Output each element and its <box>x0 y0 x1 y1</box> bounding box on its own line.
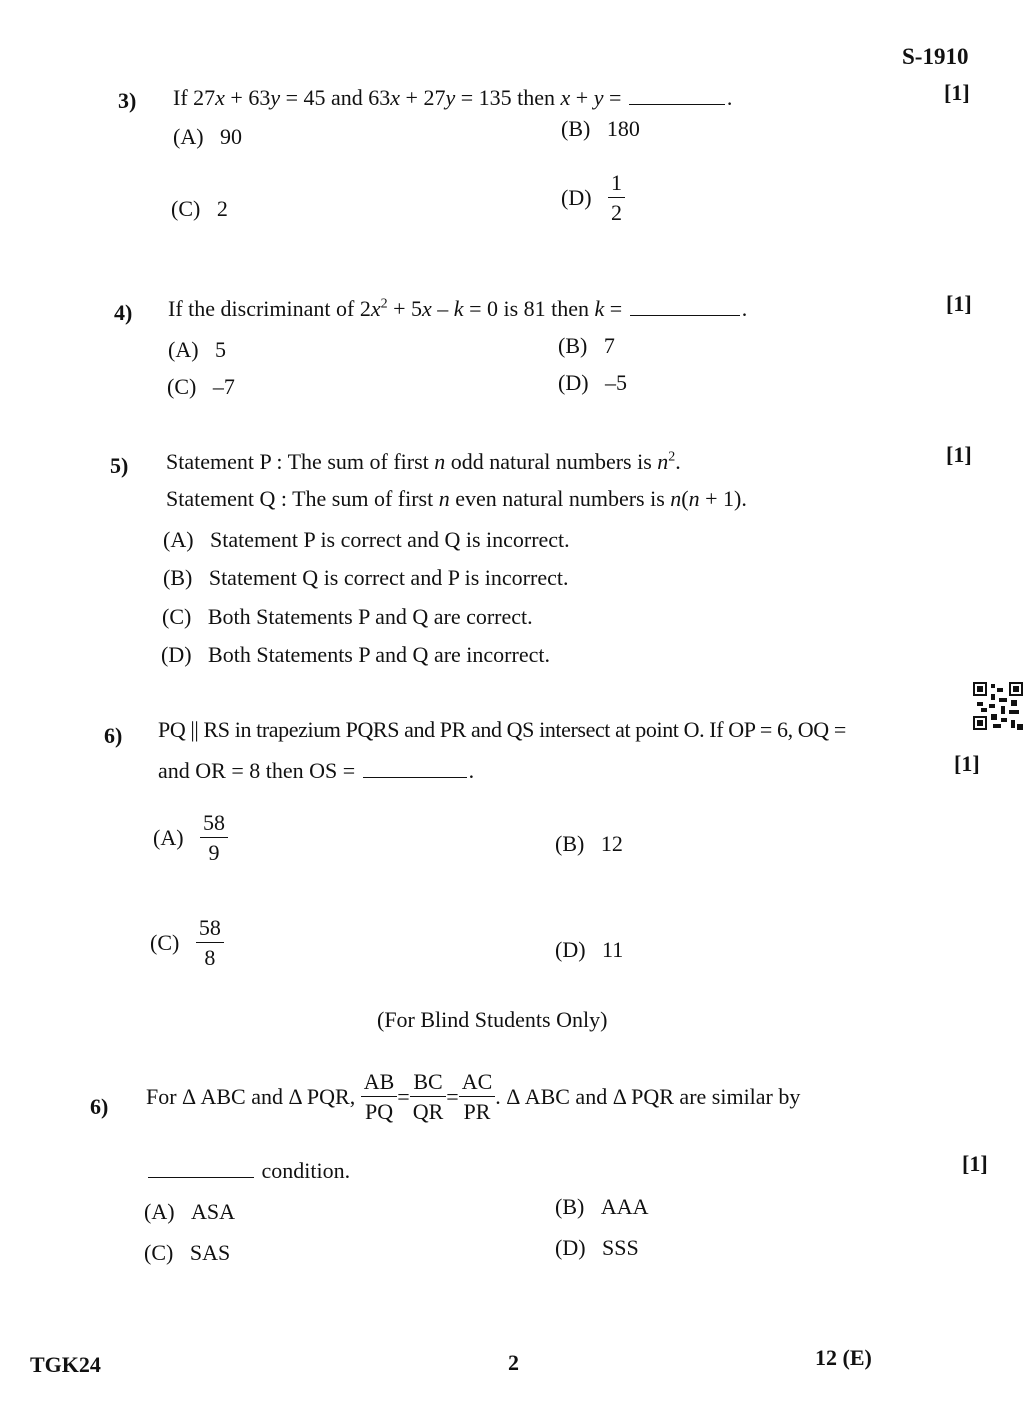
option-c: (C) 2 <box>171 196 228 221</box>
fraction-ac-pr: $\frac{AC}{PR}$ <box>459 1071 496 1123</box>
question-text-line2: condition. <box>146 1158 350 1184</box>
answer-blank <box>148 1176 254 1178</box>
statement-p: Statement P : The sum of first n odd natural numbers is $n^2$. <box>166 449 681 474</box>
marks: [1] <box>962 1151 988 1176</box>
question-number: 5) <box>110 453 129 478</box>
fraction: $\frac{58}{8}$ <box>196 917 224 969</box>
section-heading: (For Blind Students Only) <box>377 1007 608 1032</box>
fraction: $\frac{1}{2}$ <box>608 172 625 224</box>
answer-blank <box>363 776 467 778</box>
option-d: (D) –5 <box>558 370 628 395</box>
footer-code: TGK24 <box>30 1352 101 1377</box>
footer-page-ref: 12 (E) <box>815 1345 872 1370</box>
option-c: (C) Both Statements P and Q are correct. <box>162 604 533 629</box>
option-a: (A) 5 <box>168 337 227 362</box>
fraction-bc-qr: $\frac{BC}{QR}$ <box>410 1071 447 1123</box>
question-text-line2: and OR = 8 then OS = . <box>158 758 475 783</box>
option-a: (A) ASA <box>144 1199 236 1224</box>
paper-code: S-1910 <box>902 44 969 69</box>
statement-q: Statement Q : The sum of first n even natural numbers is n(n + 1). <box>166 486 747 511</box>
page-number: 2 <box>508 1350 519 1375</box>
marks: [1] <box>954 751 980 776</box>
marks: [1] <box>946 291 972 316</box>
option-d: (D) SSS <box>555 1235 639 1260</box>
option-d: (D) Both Statements P and Q are incorrect. <box>161 642 550 667</box>
option-d: (D) 11 <box>555 937 624 962</box>
marks: [1] <box>944 80 970 105</box>
question-text: If the discriminant of $2x^2 + 5x - k = 0$ is 81 then k = . <box>168 296 748 321</box>
fraction: $\frac{58}{9}$ <box>200 812 228 864</box>
option-b: (B) 12 <box>555 831 623 856</box>
question-text-line1: For Δ ABC and Δ PQR, $\frac{AB}{PQ}$ = $\frac{BC}{QR}$ = $\frac{AC}{PR}$ . Δ ABC and Δ PQR are similar by <box>146 1068 801 1124</box>
option-c: (C) $\frac{58}{8}$ <box>150 917 224 969</box>
marks: [1] <box>946 442 972 467</box>
option-a: (A) 90 <box>173 124 243 149</box>
option-a: (A) $\frac{58}{9}$ <box>153 812 228 864</box>
question-number: 3) <box>118 88 137 113</box>
question-number: 4) <box>114 300 133 325</box>
option-d: (D) $\frac{1}{2}$ <box>561 172 625 224</box>
question-text-line1: PQ || RS in trapezium PQRS and PR and QS intersect at point O. If OP = 6, OQ = <box>158 717 846 742</box>
question-text: If 27x + 63y = 45 and 63x + 27y = 135 then x + y = . <box>173 85 733 110</box>
option-b: (B) AAA <box>555 1194 649 1219</box>
option-c: (C) –7 <box>167 374 235 399</box>
option-a: (A) Statement P is correct and Q is incorrect. <box>163 527 570 552</box>
option-b: (B) Statement Q is correct and P is incorrect. <box>163 565 569 590</box>
question-number: 6) <box>90 1094 109 1119</box>
option-b: (B) 180 <box>561 116 640 141</box>
answer-blank <box>629 103 725 105</box>
question-number: 6) <box>104 723 123 748</box>
fraction-ab-pq: $\frac{AB}{PQ}$ <box>361 1071 398 1123</box>
option-b: (B) 7 <box>558 333 615 358</box>
answer-blank <box>630 314 740 316</box>
option-c: (C) SAS <box>144 1240 231 1265</box>
qr-code-icon <box>973 682 1023 730</box>
